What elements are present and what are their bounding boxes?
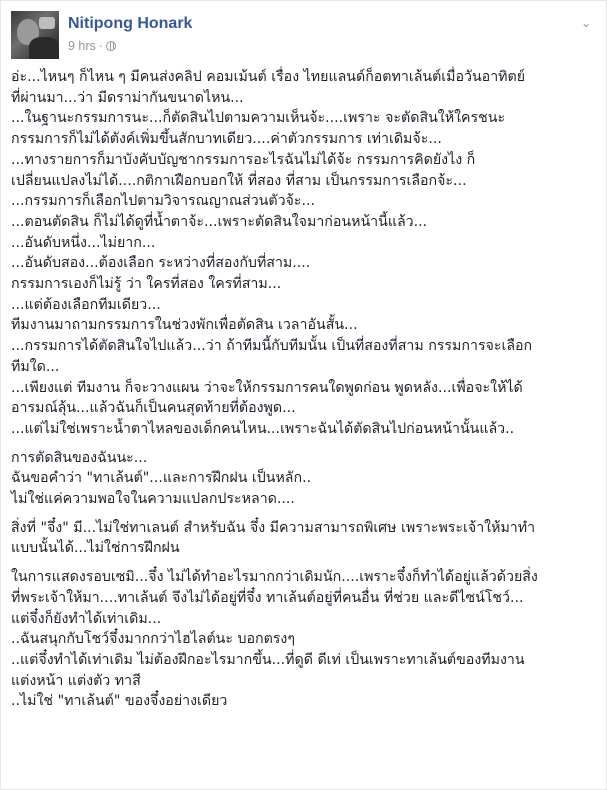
author-name[interactable]: Nitipong Honark: [68, 15, 193, 32]
post-text-line: ทีมงานมาถามกรรมการในช่วงพักเพื่อตัดสิน เวลาอันสั้น...: [11, 317, 358, 334]
post-text-line: ...ในฐานะกรรมการนะ...ก็ตัดสินไปตามความเห็นจ้ะ....เพราะ จะตัดสินให้ใครชนะ: [11, 110, 506, 127]
post-text-line: กรรมการก็ไม่ได้ตังค์เพิ่มขึ้นสักบาทเดียว....ค่าตัวกรรมการ เท่าเดิมจ้ะ...: [11, 131, 442, 148]
post-text-line: ที่ผ่านมา...ว่า มีดราม่ากันขนาดไหน...: [11, 89, 244, 106]
post-text-line: แบบนั้นได้...ไม่ใช่การฝึกฝน: [11, 540, 180, 557]
post-text-line: ที่พระเจ้าให้มา....ทาเล้นต์ จึงไม่ได้อยู่ที่จึ๋ง ทาเล้นต์อยู่ที่คนอื่น ที่ช่วย และดีไซน์โชว์...: [11, 589, 524, 606]
author-avatar[interactable]: [11, 11, 59, 59]
post-paragraph: [11, 518, 598, 559]
chevron-down-icon[interactable]: ⌄: [580, 16, 592, 30]
post-text-line: ...กรรมการก็เลือกไปตามวิจารณญาณส่วนตัวจ้ะ...: [11, 193, 316, 210]
post-text-line: ...แต่ไม่ใช่เพราะน้ำตาไหลของเด็กคนไหน...เพราะฉันได้ตัดสินไปก่อนหน้านั้นแล้ว..: [11, 420, 515, 437]
post-text-line: เปลี่ยนแปลงไม่ได้....กติกาเฝือกบอกให้ ที่สอง ที่สาม เป็นกรรมการเลือกจ้ะ...: [11, 172, 467, 189]
post-text-line: ...ตอนตัดสิน ก็ไม่ได้ดูที่น้ำตาจ้ะ...เพราะตัดสินใจมาก่อนหน้านี้แล้ว...: [11, 213, 428, 230]
post-text-line: ..แต่จึ๋งทำได้เท่าเดิม ไม่ต้องฝึกอะไรมากขึ้น...ที่ดูดี ดีเท่ เป็นเพราะทาเล้นต์ของทีมงาน: [11, 651, 525, 668]
post-text-line: ...แต่ต้องเลือกทีมเดียว...: [11, 296, 161, 313]
post-text-line: ...อันดับหนึ่ง...ไม่ยาก...: [11, 234, 156, 251]
post-timestamp[interactable]: 9 hrs: [68, 39, 96, 53]
post-text-line: อารมณ์ลุ้น...แล้วฉันก็เป็นคนสุดท้ายที่ต้องพูด...: [11, 400, 296, 417]
post-paragraph: [11, 448, 598, 510]
post-text: [11, 67, 598, 712]
post-text-line: ..ไม่ใช่ "ทาเล้นต์" ของจึ๋งอย่างเดียว: [11, 693, 228, 710]
post-paragraph: [11, 67, 598, 440]
post-text-line: ...กรรมการได้ตัดสินใจไปแล้ว...ว่า ถ้าทีมนี้กับทีมนั้น เป็นที่สองที่สาม กรรมการจะเลือก: [11, 338, 533, 355]
post-text-line: ...อันดับสอง...ต้องเลือก ระหว่างที่สองกับที่สาม....: [11, 255, 311, 272]
post-header: [11, 11, 596, 57]
post-text-line: สิ่งที่ "จึ๋ง" มี...ไม่ใช่ทาเลนต์ สำหรับฉัน จึ๋ง มีความสามารถพิเศษ เพราะพระเจ้าให้มาทำ: [11, 519, 536, 536]
post-text-line: ...ทางรายการก็มาบังคับบัญชากรรมการอะไรฉันไม่ได้จ้ะ กรรมการคิดยังไง ก็: [11, 151, 476, 168]
meta-separator: ·: [98, 39, 103, 53]
post-text-line: การตัดสินของฉันนะ...: [11, 449, 148, 466]
post-meta: [68, 39, 116, 53]
globe-icon: [106, 41, 116, 51]
post-text-line: ..ฉันสนุกกับโชว์จึ๋งมากกว่าไฮไลต์นะ บอกตรงๆ: [11, 631, 295, 648]
post-text-line: ไม่ใช่แค่ความพอใจในความแปลกประหลาด....: [11, 491, 295, 508]
post-text-line: ทีมใด...: [11, 358, 60, 375]
post-text-line: ...เพียงแต่ ทีมงาน ก็จะวางแผน ว่าจะให้กรรมการคนใดพูดก่อน พูดหลัง...เพื่อจะให้ได้: [11, 379, 523, 396]
post-text-line: ในการแสดงรอบเซมิ...จึ๋ง ไม่ได้ทำอะไรมากกว่าเดิมนัก....เพราะจึ๋งก็ทำได้อยู่แล้วด้วยสิ่ง: [11, 569, 538, 586]
post-paragraph: [11, 567, 598, 712]
post-text-line: กรรมการเองก็ไม่รู้ ว่า ใครที่สอง ใครที่สาม...: [11, 276, 282, 293]
post-text-line: อ่ะ...ไหนๆ ก็ไหน ๆ มีคนส่งคลิป คอมเม้นต์ เรื่อง ไทยแลนด์ก็อตทาเล้นต์เมื่อวันอาทิตย์: [11, 69, 526, 85]
post-text-line: แต่งหน้า แต่งตัว ทาสี: [11, 672, 141, 689]
post-text-line: แต่จึ๋งก็ยังทำได้เท่าเดิม...: [11, 610, 162, 627]
post-text-line: ฉันขอคำว่า "ทาเล้นต์"...และการฝึกฝน เป็นหลัก..: [11, 470, 312, 487]
